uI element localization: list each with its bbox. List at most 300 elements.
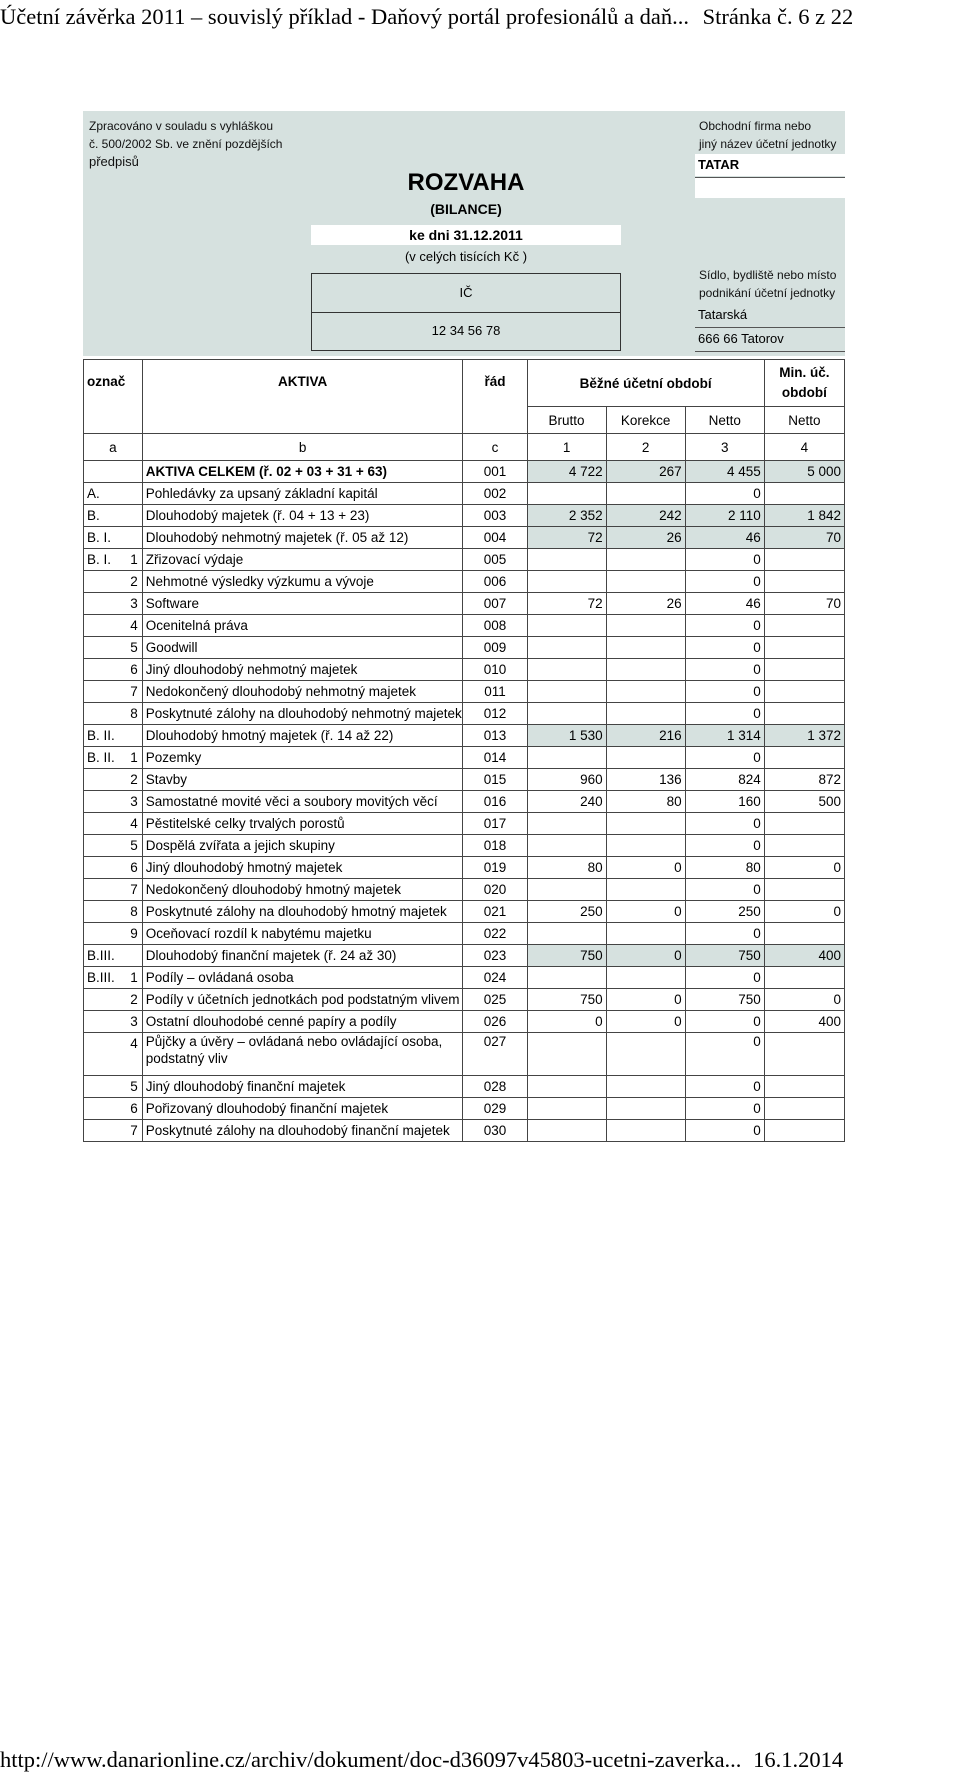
row-oznac-index: 1 <box>130 970 138 985</box>
row-label: Ostatní dlouhodobé cenné papíry a podíly <box>142 1011 463 1033</box>
row-brutto: 2 352 <box>527 505 606 527</box>
row-brutto <box>527 835 606 857</box>
row-netto: 2 110 <box>685 505 764 527</box>
seat-label-line: podnikání účetní jednotky <box>699 286 836 300</box>
row-korekce <box>606 1033 685 1076</box>
row-brutto <box>527 571 606 593</box>
row-label: Pozemky <box>142 747 463 769</box>
table-row <box>84 461 845 483</box>
row-oznac <box>84 857 143 879</box>
row-oznac-index: 4 <box>130 618 138 633</box>
row-label: Stavby <box>142 769 463 791</box>
row-number: 009 <box>463 637 527 659</box>
row-label: Zřizovací výdaje <box>142 549 463 571</box>
row-number: 013 <box>463 725 527 747</box>
row-korekce <box>606 483 685 505</box>
divider <box>695 351 845 352</box>
row-netto: 80 <box>685 857 764 879</box>
legal-note <box>89 117 282 171</box>
row-netto-prior <box>764 703 844 725</box>
row-korekce <box>606 923 685 945</box>
col-label-1: 1 <box>527 434 606 461</box>
units-note: (v celých tisících Kč ) <box>404 249 528 264</box>
row-korekce <box>606 681 685 703</box>
row-oznac <box>84 659 143 681</box>
firm-name: TATAR <box>695 154 845 176</box>
row-oznac <box>84 681 143 703</box>
row-korekce <box>606 659 685 681</box>
footer-date: 16.1.2014 <box>753 1747 844 1772</box>
row-korekce <box>606 879 685 901</box>
row-label: Jiný dlouhodobý nehmotný majetek <box>142 659 463 681</box>
legal-note-line: předpisů <box>89 154 139 169</box>
row-oznac <box>84 1098 143 1120</box>
row-number: 016 <box>463 791 527 813</box>
row-oznac-index: 5 <box>130 640 138 655</box>
table-row <box>84 1098 845 1120</box>
table-row <box>84 835 845 857</box>
row-oznac-index: 1 <box>130 552 138 567</box>
row-number: 017 <box>463 813 527 835</box>
row-number: 005 <box>463 549 527 571</box>
row-netto-prior <box>764 483 844 505</box>
row-korekce: 0 <box>606 857 685 879</box>
row-label: Software <box>142 593 463 615</box>
row-netto-prior <box>764 1120 844 1142</box>
row-oznac-group: B. II. <box>87 750 115 765</box>
col-oznac: označ <box>84 360 143 434</box>
row-netto-prior: 1 372 <box>764 725 844 747</box>
table-row <box>84 747 845 769</box>
table-row <box>84 615 845 637</box>
row-brutto <box>527 703 606 725</box>
row-oznac <box>84 923 143 945</box>
report-date: ke dni 31.12.2011 <box>311 225 621 245</box>
ic-label: IČ <box>312 274 620 313</box>
row-netto: 0 <box>685 637 764 659</box>
row-oznac-index: 7 <box>130 1123 138 1138</box>
row-oznac-index: 3 <box>130 596 138 611</box>
row-oznac <box>84 791 143 813</box>
row-netto-prior <box>764 813 844 835</box>
row-brutto <box>527 681 606 703</box>
col-current-period: Běžné účetní období <box>527 360 764 407</box>
form-title: ROZVAHA <box>407 169 525 196</box>
col-label-3: 3 <box>685 434 764 461</box>
row-netto-prior <box>764 967 844 989</box>
row-number: 021 <box>463 901 527 923</box>
table-row <box>84 989 845 1011</box>
row-korekce <box>606 549 685 571</box>
col-netto-prior: Netto <box>764 407 844 434</box>
row-number: 029 <box>463 1098 527 1120</box>
table-row <box>84 967 845 989</box>
row-oznac-group: B.III. <box>87 948 115 963</box>
row-oznac <box>84 1120 143 1142</box>
row-oznac <box>84 769 143 791</box>
row-oznac-index: 6 <box>130 860 138 875</box>
seat-street: Tatarská <box>698 307 748 322</box>
row-brutto: 72 <box>527 593 606 615</box>
col-aktiva: AKTIVA <box>142 360 463 434</box>
legal-note-line: č. 500/2002 Sb. ve znění pozdějších <box>89 137 283 151</box>
row-label: Poskytnuté zálohy na dlouhodobý finanční majetek <box>142 1120 463 1142</box>
row-korekce <box>606 967 685 989</box>
row-oznac <box>84 615 143 637</box>
row-number: 002 <box>463 483 527 505</box>
row-netto-prior <box>764 1098 844 1120</box>
row-number: 007 <box>463 593 527 615</box>
row-netto: 750 <box>685 989 764 1011</box>
row-label: Dlouhodobý finanční majetek (ř. 24 až 30) <box>142 945 463 967</box>
row-oznac-index: 6 <box>130 1101 138 1116</box>
form-subtitle: (BILANCE) <box>430 201 502 217</box>
row-oznac <box>84 879 143 901</box>
table-row <box>84 571 845 593</box>
row-netto-prior <box>764 637 844 659</box>
row-brutto <box>527 637 606 659</box>
row-korekce <box>606 571 685 593</box>
row-korekce <box>606 1120 685 1142</box>
row-korekce <box>606 637 685 659</box>
row-label: Oceňovací rozdíl k nabytému majetku <box>142 923 463 945</box>
row-netto-prior <box>764 835 844 857</box>
row-oznac <box>84 989 143 1011</box>
col-label-a: a <box>84 434 143 461</box>
row-brutto: 750 <box>527 945 606 967</box>
row-oznac <box>84 813 143 835</box>
row-number: 018 <box>463 835 527 857</box>
row-label: Pořizovaný dlouhodobý finanční majetek <box>142 1098 463 1120</box>
row-netto: 0 <box>685 967 764 989</box>
row-oznac-group: B. I. <box>87 552 112 567</box>
row-korekce: 80 <box>606 791 685 813</box>
table-row <box>84 1076 845 1098</box>
table-row <box>84 681 845 703</box>
col-brutto: Brutto <box>527 407 606 434</box>
row-brutto <box>527 1098 606 1120</box>
col-label-c: c <box>463 434 527 461</box>
row-korekce: 216 <box>606 725 685 747</box>
row-number: 024 <box>463 967 527 989</box>
row-label: Nedokončený dlouhodobý nehmotný majetek <box>142 681 463 703</box>
seat-label <box>699 266 836 302</box>
row-brutto <box>527 1076 606 1098</box>
table-row <box>84 703 845 725</box>
row-netto: 0 <box>685 1011 764 1033</box>
row-netto: 46 <box>685 593 764 615</box>
row-oznac <box>84 549 143 571</box>
row-brutto <box>527 549 606 571</box>
row-netto-prior <box>764 879 844 901</box>
row-oznac-group: B. I. <box>87 530 112 545</box>
row-netto: 0 <box>685 923 764 945</box>
row-number: 001 <box>463 461 527 483</box>
table-row <box>84 1120 845 1142</box>
ic-box <box>311 273 621 351</box>
table-row <box>84 791 845 813</box>
row-oznac <box>84 747 143 769</box>
balance-sheet-form <box>83 111 845 1147</box>
row-oznac-index: 8 <box>130 706 138 721</box>
row-netto: 0 <box>685 1033 764 1076</box>
col-prior-period: Min. úč. období <box>764 360 844 407</box>
row-number: 012 <box>463 703 527 725</box>
row-number: 008 <box>463 615 527 637</box>
table-row <box>84 637 845 659</box>
row-label: Jiný dlouhodobý finanční majetek <box>142 1076 463 1098</box>
row-oznac-index: 2 <box>130 992 138 1007</box>
row-number: 014 <box>463 747 527 769</box>
row-korekce <box>606 813 685 835</box>
row-netto: 0 <box>685 703 764 725</box>
header-title: Účetní závěrka 2011 – souvislý příklad - Daňový portál profesionálů a daň... <box>0 4 689 29</box>
row-oznac-group: B.III. <box>87 970 115 985</box>
page-header <box>0 4 960 30</box>
row-netto-prior: 70 <box>764 527 844 549</box>
table-row <box>84 769 845 791</box>
col-rad: řád <box>463 360 527 434</box>
row-brutto <box>527 747 606 769</box>
row-oznac-index: 7 <box>130 882 138 897</box>
row-korekce: 0 <box>606 945 685 967</box>
row-netto: 0 <box>685 1120 764 1142</box>
row-number: 010 <box>463 659 527 681</box>
row-oznac <box>84 945 143 967</box>
row-label: Jiný dlouhodobý hmotný majetek <box>142 857 463 879</box>
row-brutto <box>527 1033 606 1076</box>
form-header <box>83 111 845 356</box>
table-row <box>84 527 845 549</box>
row-netto-prior <box>764 681 844 703</box>
row-oznac <box>84 505 143 527</box>
row-brutto: 240 <box>527 791 606 813</box>
row-korekce <box>606 615 685 637</box>
row-netto-prior: 400 <box>764 1011 844 1033</box>
table-row <box>84 659 845 681</box>
row-netto: 0 <box>685 835 764 857</box>
row-oznac <box>84 835 143 857</box>
row-oznac-group: B. II. <box>87 728 115 743</box>
row-oznac-index: 2 <box>130 772 138 787</box>
row-netto-prior: 0 <box>764 989 844 1011</box>
row-brutto <box>527 923 606 945</box>
row-oznac <box>84 703 143 725</box>
row-korekce: 0 <box>606 901 685 923</box>
row-number: 003 <box>463 505 527 527</box>
row-korekce: 267 <box>606 461 685 483</box>
row-oznac-index: 3 <box>130 1014 138 1029</box>
row-netto-prior <box>764 549 844 571</box>
row-netto-prior: 1 842 <box>764 505 844 527</box>
row-number: 020 <box>463 879 527 901</box>
row-netto-prior: 500 <box>764 791 844 813</box>
row-brutto <box>527 1120 606 1142</box>
row-number: 025 <box>463 989 527 1011</box>
row-oznac <box>84 1011 143 1033</box>
row-korekce: 136 <box>606 769 685 791</box>
row-netto-prior: 872 <box>764 769 844 791</box>
row-brutto <box>527 659 606 681</box>
row-oznac-index: 2 <box>130 574 138 589</box>
row-oznac-index: 5 <box>130 1079 138 1094</box>
row-netto: 0 <box>685 1098 764 1120</box>
row-korekce <box>606 835 685 857</box>
row-oznac <box>84 571 143 593</box>
row-korekce <box>606 1098 685 1120</box>
row-netto-prior <box>764 615 844 637</box>
firm-name-extra <box>695 178 845 198</box>
row-korekce: 242 <box>606 505 685 527</box>
row-label: Pěstitelské celky trvalých porostů <box>142 813 463 835</box>
row-netto: 0 <box>685 571 764 593</box>
row-label: Poskytnuté zálohy na dlouhodobý nehmotný majetek <box>142 703 463 725</box>
row-netto: 46 <box>685 527 764 549</box>
row-netto-prior: 5 000 <box>764 461 844 483</box>
row-brutto <box>527 813 606 835</box>
table-row <box>84 901 845 923</box>
row-number: 023 <box>463 945 527 967</box>
row-label: Půjčky a úvěry – ovládaná nebo ovládající osoba, podstatný vliv <box>142 1033 463 1076</box>
row-brutto <box>527 615 606 637</box>
table-row <box>84 879 845 901</box>
table-row <box>84 505 845 527</box>
row-brutto: 72 <box>527 527 606 549</box>
row-oznac <box>84 901 143 923</box>
row-netto: 0 <box>685 879 764 901</box>
row-netto-prior <box>764 1033 844 1076</box>
row-oznac <box>84 967 143 989</box>
row-label: Dospělá zvířata a jejich skupiny <box>142 835 463 857</box>
page-footer <box>0 1747 960 1773</box>
row-oznac-index: 3 <box>130 794 138 809</box>
row-oznac-index: 9 <box>130 926 138 941</box>
assets-table <box>83 359 845 1142</box>
row-number: 027 <box>463 1033 527 1076</box>
row-brutto <box>527 967 606 989</box>
row-netto: 0 <box>685 813 764 835</box>
ic-value: 12 34 56 78 <box>431 323 501 338</box>
row-oznac <box>84 637 143 659</box>
row-netto: 0 <box>685 615 764 637</box>
row-oznac-group: B. <box>87 508 100 523</box>
row-oznac-index: 4 <box>130 816 138 831</box>
row-netto-prior: 0 <box>764 901 844 923</box>
row-netto-prior: 0 <box>764 857 844 879</box>
row-netto: 0 <box>685 549 764 571</box>
row-oznac-index: 6 <box>130 662 138 677</box>
row-label: Dlouhodobý majetek (ř. 04 + 13 + 23) <box>142 505 463 527</box>
footer-url: http://www.danarionline.cz/archiv/dokument/doc-d36097v45803-ucetni-zaverka... <box>0 1747 742 1772</box>
table-row <box>84 549 845 571</box>
row-netto-prior <box>764 1076 844 1098</box>
row-netto: 4 455 <box>685 461 764 483</box>
row-oznac-index: 5 <box>130 838 138 853</box>
legal-note-line: Zpracováno v souladu s vyhláškou <box>89 119 274 133</box>
row-netto: 0 <box>685 681 764 703</box>
row-label: Poskytnuté zálohy na dlouhodobý hmotný majetek <box>142 901 463 923</box>
col-label-4: 4 <box>764 434 844 461</box>
row-netto-prior <box>764 571 844 593</box>
row-brutto: 4 722 <box>527 461 606 483</box>
row-brutto: 960 <box>527 769 606 791</box>
row-netto: 0 <box>685 747 764 769</box>
row-oznac-index: 7 <box>130 684 138 699</box>
row-brutto: 750 <box>527 989 606 1011</box>
row-netto: 1 314 <box>685 725 764 747</box>
row-oznac-index: 8 <box>130 904 138 919</box>
row-oznac <box>84 1033 143 1076</box>
row-brutto <box>527 483 606 505</box>
row-label: Podíly v účetních jednotkách pod podstatným vlivem <box>142 989 463 1011</box>
row-netto-prior <box>764 923 844 945</box>
row-oznac-group: A. <box>87 486 100 501</box>
row-oznac <box>84 527 143 549</box>
row-netto-prior: 400 <box>764 945 844 967</box>
row-label: Goodwill <box>142 637 463 659</box>
row-netto: 0 <box>685 483 764 505</box>
row-netto: 0 <box>685 659 764 681</box>
row-netto-prior <box>764 659 844 681</box>
table-row <box>84 1011 845 1033</box>
row-oznac <box>84 725 143 747</box>
row-number: 026 <box>463 1011 527 1033</box>
row-korekce: 26 <box>606 593 685 615</box>
row-brutto: 250 <box>527 901 606 923</box>
row-netto: 0 <box>685 1076 764 1098</box>
row-oznac <box>84 1076 143 1098</box>
row-korekce: 26 <box>606 527 685 549</box>
row-korekce <box>606 747 685 769</box>
table-row <box>84 1033 845 1076</box>
table-row <box>84 945 845 967</box>
firm-label-line: jiný název účetní jednotky <box>699 137 837 151</box>
row-oznac <box>84 593 143 615</box>
row-netto: 750 <box>685 945 764 967</box>
row-label: Ocenitelná práva <box>142 615 463 637</box>
table-row <box>84 725 845 747</box>
row-number: 011 <box>463 681 527 703</box>
row-brutto: 80 <box>527 857 606 879</box>
row-number: 019 <box>463 857 527 879</box>
row-korekce: 0 <box>606 989 685 1011</box>
row-number: 006 <box>463 571 527 593</box>
table-row <box>84 813 845 835</box>
col-label-b: b <box>142 434 463 461</box>
col-korekce: Korekce <box>606 407 685 434</box>
table-row <box>84 923 845 945</box>
row-netto: 160 <box>685 791 764 813</box>
row-label: AKTIVA CELKEM (ř. 02 + 03 + 31 + 63) <box>142 461 463 483</box>
row-brutto: 0 <box>527 1011 606 1033</box>
row-netto: 250 <box>685 901 764 923</box>
table-row <box>84 593 845 615</box>
header-page: Stránka č. 6 z 22 <box>702 4 854 29</box>
table-row <box>84 857 845 879</box>
row-oznac-index: 4 <box>130 1036 138 1051</box>
row-number: 015 <box>463 769 527 791</box>
row-netto-prior <box>764 747 844 769</box>
row-brutto: 1 530 <box>527 725 606 747</box>
row-label: Nedokončený dlouhodobý hmotný majetek <box>142 879 463 901</box>
row-label: Samostatné movité věci a soubory movitých věcí <box>142 791 463 813</box>
row-korekce <box>606 703 685 725</box>
row-label: Podíly – ovládaná osoba <box>142 967 463 989</box>
row-label: Nehmotné výsledky výzkumu a vývoje <box>142 571 463 593</box>
row-number: 030 <box>463 1120 527 1142</box>
firm-label-line: Obchodní firma nebo <box>699 119 812 133</box>
row-netto-prior: 70 <box>764 593 844 615</box>
